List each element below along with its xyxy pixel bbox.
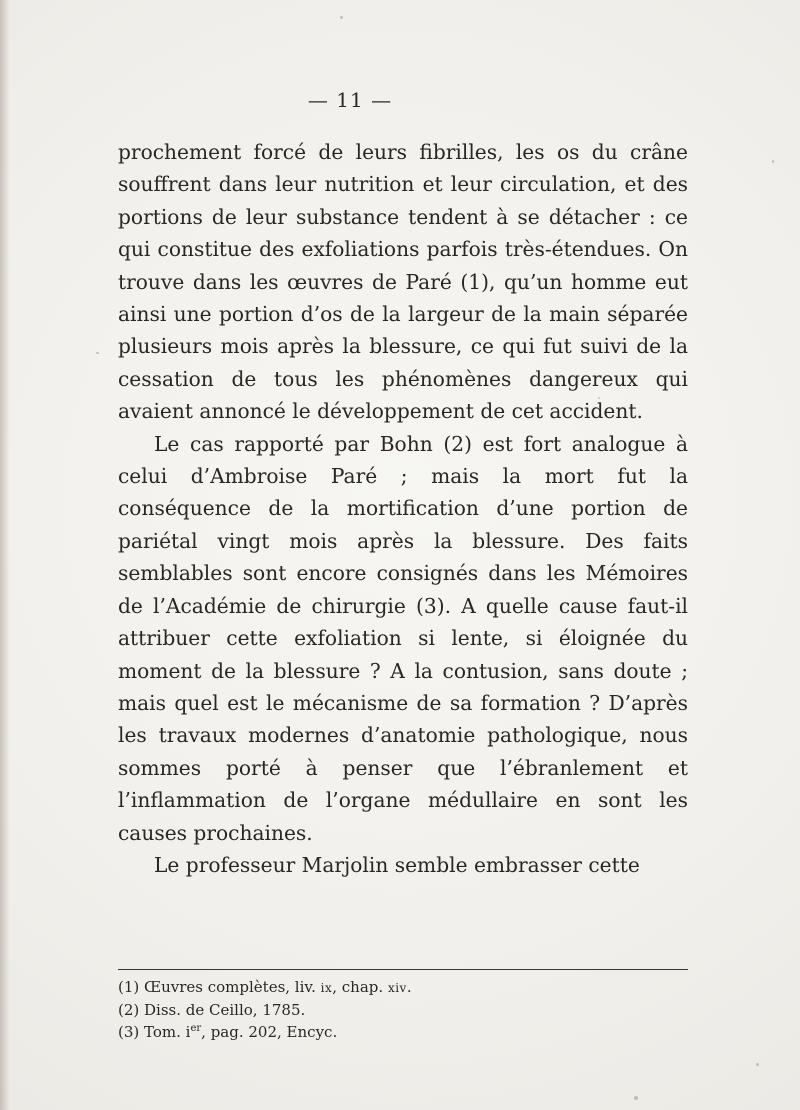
- paper-speck: [598, 397, 600, 399]
- footnote-text: Diss. de Ceillo, 1785.: [144, 1001, 306, 1019]
- footnote-marker: (2): [118, 1001, 140, 1019]
- footnote-chapter-number: xiv: [387, 981, 407, 995]
- paragraph-3: Le professeur Marjolin semble embrasser cette: [154, 852, 640, 877]
- paper-speck: [96, 352, 99, 354]
- footnote-3: [118, 1021, 688, 1043]
- footnotes: [118, 976, 688, 1043]
- footnote-superscript: er: [190, 1023, 202, 1034]
- footnote-divider: [118, 969, 688, 970]
- footnote-text: .: [406, 978, 412, 996]
- paper-speck: [756, 1063, 759, 1066]
- footnote-text: Œuvres complètes, liv.: [144, 978, 321, 996]
- paper-speck: [340, 16, 343, 19]
- binding-shadow: [0, 0, 10, 1110]
- footnote-marker: (3): [118, 1023, 140, 1041]
- body-text: [118, 136, 688, 881]
- footnote-text: Tom. i: [144, 1023, 191, 1041]
- footnote-text: , pag. 202, Encyc.: [201, 1023, 338, 1041]
- footnote-marker: (1): [118, 978, 140, 996]
- paper-speck: [772, 160, 774, 163]
- paragraph-1: prochement forcé de leurs fibrilles, les os du crâne souffrent dans leur nutrition et leur circulation, et des portions de leur substance tendent à se détacher : ce qui constitue des exfoliations parfois très-étendues. On trouve dans les œuvres de Paré (1), qu’un homme eut ainsi une portion d’os de la largeur de la main séparée plusieurs mois après la blessure, ce qui fut suivi de la cessation de tous les phénomènes dangereux qui avaient annoncé le développement de cet accident.: [118, 140, 688, 424]
- footnote-2: [118, 999, 688, 1021]
- paper-speck: [634, 1096, 638, 1100]
- footnote-text: , chap.: [332, 978, 388, 996]
- footnote-1: [118, 976, 688, 999]
- paragraph-2: Le cas rapporté par Bohn (2) est fort analogue à celui d’Ambroise Paré ; mais la mort fut la conséquence de la mortification d’une portion de pariétal vingt mois après la blessure. Des faits semblables sont encore consignés dans les Mémoires de l’Académie de chirurgie (3). A quelle cause faut-il attribuer cette exfoliation si lente, si éloignée du moment de la blessure ? A la contusion, sans doute ; mais quel est le mécanisme de sa formation ? D’après les travaux modernes d’anatomie pathologique, nous sommes porté à penser que l’ébranlement et l’inflammation de l’organe médullaire en sont les causes prochaines.: [118, 431, 688, 845]
- page-number-header: — 11 —: [307, 88, 393, 112]
- footnote-book-number: ix: [320, 981, 333, 995]
